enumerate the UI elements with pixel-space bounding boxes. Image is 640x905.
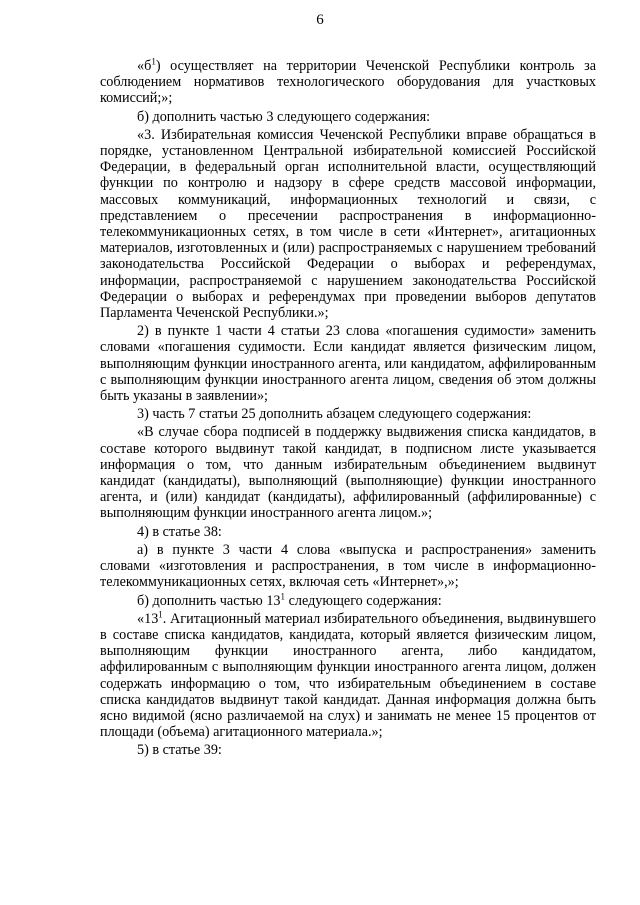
paragraph-item-4b: б) дополнить частью $13^1$ следующего содержания:: [137, 590, 442, 609]
paragraph-b1: «$б^1$) осуществляет на территории Чеченской Республики контроль за соблюдением нормативов технологического оборудования для участковых комиссий;»;: [100, 56, 596, 107]
paragraph-item-2: 2) в пункте 1 части 4 статьи 23 слова «погашения судимости» заменить словами «погашения судимости. Если кандидат является физическим лицом, выполняющим функции иностранного агента, или кандидатом, аффилированным с выполняющим функции иностранного агента лицом, сведения об этом должны быть указаны в заявлении»;: [100, 323, 596, 405]
paragraph-part-13-1: «$13^1$. Агитационный материал избирательного объединения, выдвинувшего в составе списка кандидатов, кандидата, который является физическим лицом, выполняющим функции иностранного агента, либо кандидатом, аффилированным с выполняющим функции иностранного агента лицом, должен содержать информацию о том, что избирательным объединением в составе списка кандидатов выдвинут такой кандидат. Данная информация должна быть ясно видимой (ясно различаемой на слух) и занимать не менее 15 процентов от площади (объема) агитационного материала.»;: [100, 608, 596, 741]
paragraph-part-3-text: «3. Избирательная комиссия Чеченской Республики вправе обращаться в порядке, установленном Центральной избирательной комиссией Российской Федерации, в федеральный орган исполнительной власти, осуществляющий функции по контролю и надзору в сфере средств массовой информации, массовых коммуникаций, информационных технологий и связи, с представлением о пресечении распространения в информационно-телекоммуникационных сетях, в том числе в сети «Интернет», агитационных материалов, изготовленных и (или) распространяемых с нарушением требований законодательства Российской Федерации о выборах и референдумах, информации, распространяемой с нарушением законодательства Российской Федерации о выборах и референдумах при проведении выборов депутатов Парламента Чеченской Республики.»;: [100, 126, 596, 322]
paragraph-add-part-3: б) дополнить частью 3 следующего содержания:: [137, 108, 431, 125]
document-body: [100, 58, 596, 759]
page-number: 6: [316, 12, 324, 28]
paragraph-item-3: 3) часть 7 статьи 25 дополнить абзацем следующего содержания:: [137, 406, 532, 423]
paragraph-item-4a: а) в пункте 3 части 4 слова «выпуска и распространения» заменить словами «изготовления и распространения, в том числе в информационно-телекоммуникационных сетях, включая сеть «Интернет»,»;: [100, 541, 596, 591]
paragraph-item-4: 4) в статье 38:: [137, 523, 222, 540]
paragraph-signature-collection: «В случае сбора подписей в поддержку выдвижения списка кандидатов, в составе которого выдвинут такой кандидат, в подписном листе указывается информация о том, что данным избирательным объединением выдвинут кандидат (кандидаты), выполняющий (выполняющие) функции иностранного агента, и (или) кандидат (кандидаты), аффилированный (аффилированные) с выполняющим функции иностранного агента лицом.»;: [100, 424, 596, 522]
paragraph-item-5: 5) в статье 39:: [137, 742, 222, 759]
